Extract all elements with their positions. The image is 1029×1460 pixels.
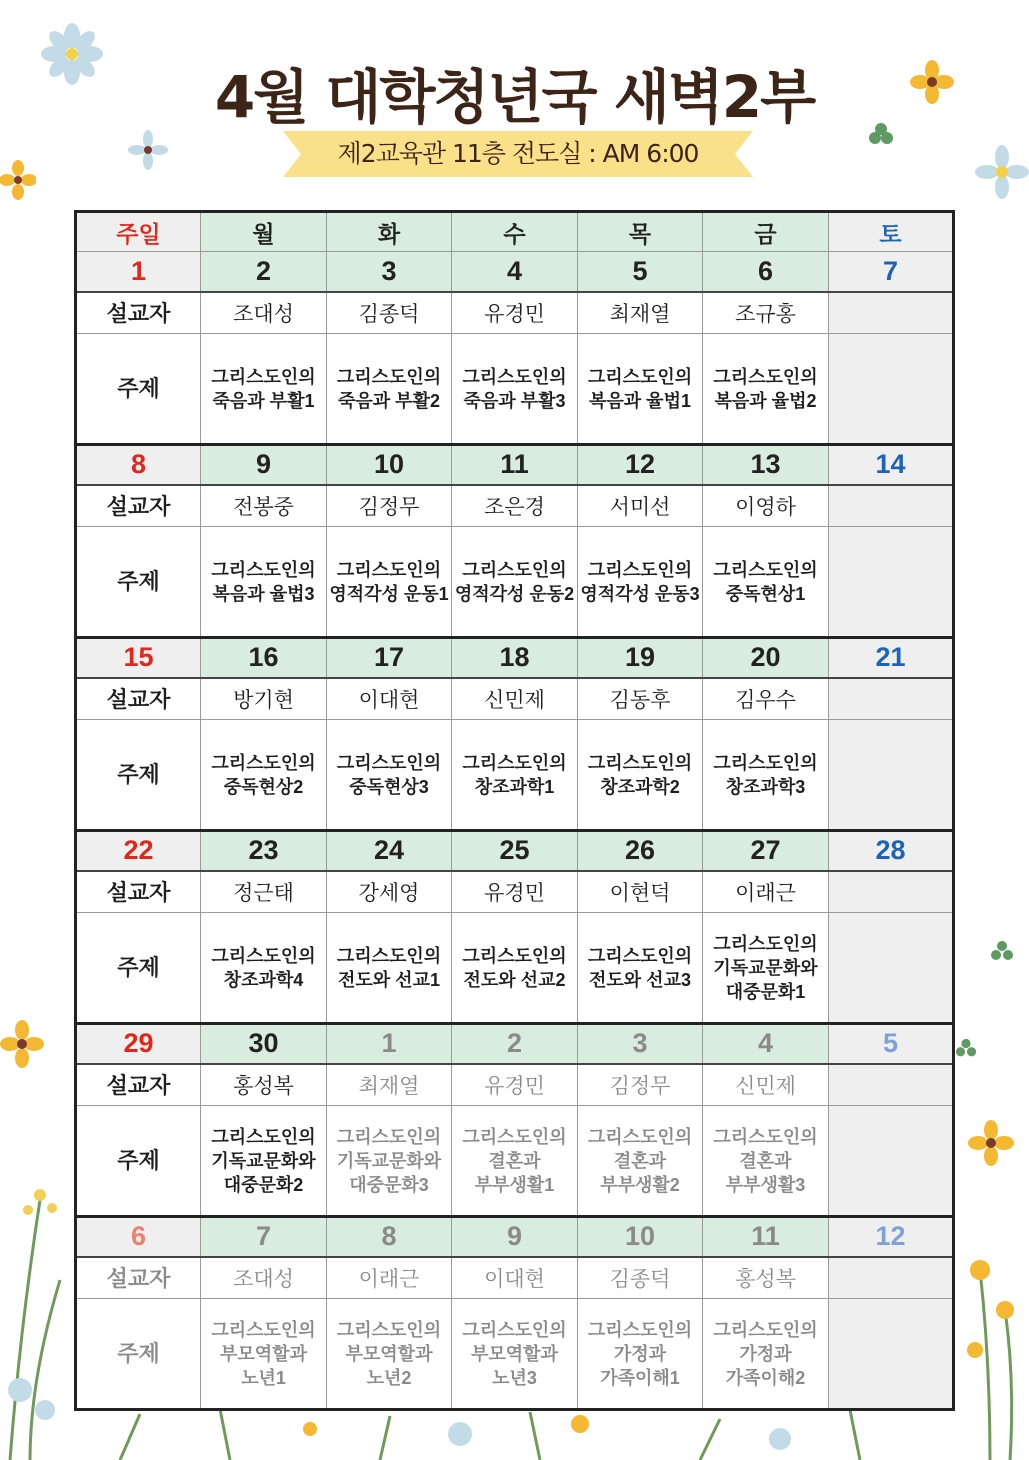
topic-label: 주제 (76, 913, 201, 1024)
date-cell: 4 (452, 252, 578, 292)
topic-line: 노년1 (241, 1367, 286, 1388)
speaker-label: 설교자 (76, 871, 201, 913)
flower-decoration-icon (0, 160, 36, 200)
speaker-name: 김정무 (578, 1064, 703, 1106)
date-cell: 26 (578, 831, 703, 871)
topic-line: 중독현상1 (725, 583, 806, 604)
topic-line: 전도와 선교2 (463, 969, 566, 990)
date-row (76, 1024, 954, 1064)
date-cell: 17 (327, 638, 452, 678)
topic-line: 그리스도인의 (587, 559, 693, 580)
date-cell: 16 (201, 638, 327, 678)
topic-row (76, 720, 954, 831)
topic-line: 그리스도인의 (587, 366, 693, 387)
topic-line: 그리스도인의 (587, 1126, 693, 1147)
topic-line: 노년3 (492, 1367, 537, 1388)
meadow-decoration-icon (0, 1080, 80, 1460)
topic-cell (452, 527, 578, 638)
topic-cell (578, 1299, 703, 1410)
meadow-decoration-icon (80, 1404, 950, 1460)
topic-cell (703, 334, 829, 445)
topic-line: 그리스도인의 (462, 559, 567, 580)
date-cell: 24 (327, 831, 452, 871)
topic-line: 부모역할과 (220, 1343, 307, 1364)
topic-line: 결혼과 (488, 1150, 541, 1171)
topic-line: 그리스도인의 (462, 945, 567, 966)
day-header-tuesday: 화 (327, 212, 452, 252)
topic-line: 그리스도인의 (462, 1126, 567, 1147)
flower-decoration-icon (968, 1120, 1014, 1166)
date-cell: 27 (703, 831, 829, 871)
date-cell: 15 (76, 638, 201, 678)
day-header-monday: 월 (201, 212, 327, 252)
topic-line: 결혼과 (739, 1150, 792, 1171)
speaker-row (76, 678, 954, 720)
topic-cell (327, 527, 452, 638)
topic-line: 죽음과 부활1 (212, 390, 315, 411)
empty-cell (829, 292, 954, 334)
speaker-name: 이대현 (452, 1257, 578, 1299)
topic-line: 그리스도인의 (336, 752, 442, 773)
topic-label: 주제 (76, 1299, 201, 1410)
topic-line: 그리스도인의 (462, 752, 567, 773)
topic-line: 그리스도인의 (336, 945, 442, 966)
date-cell: 14 (829, 445, 954, 485)
topic-line: 가정과 (613, 1343, 667, 1364)
topic-line: 대중문화1 (725, 981, 806, 1002)
speaker-name: 이영하 (703, 485, 829, 527)
topic-line: 복음과 율법1 (589, 390, 691, 411)
topic-line: 그리스도인의 (713, 933, 818, 954)
speaker-name: 조은경 (452, 485, 578, 527)
date-cell: 1 (327, 1024, 452, 1064)
topic-line: 창조과학1 (474, 776, 555, 797)
topic-line: 영적각성 운동3 (580, 583, 700, 604)
date-row (76, 831, 954, 871)
topic-cell (201, 720, 327, 831)
topic-line: 창조과학2 (600, 776, 680, 797)
date-row (76, 252, 954, 292)
topic-cell (201, 527, 327, 638)
topic-line: 그리스도인의 (336, 1319, 442, 1340)
speaker-name: 최재열 (327, 1064, 452, 1106)
topic-line: 죽음과 부활2 (338, 390, 440, 411)
topic-line: 중독현상2 (223, 776, 304, 797)
speaker-name: 서미선 (578, 485, 703, 527)
date-cell: 29 (76, 1024, 201, 1064)
topic-line: 기독교문화와 (211, 1150, 316, 1171)
date-cell: 8 (76, 445, 201, 485)
topic-line: 그리스도인의 (462, 1319, 567, 1340)
topic-line: 대중문화2 (223, 1174, 304, 1195)
date-cell: 5 (829, 1024, 954, 1064)
empty-cell (829, 1106, 954, 1217)
topic-line: 전도와 선교1 (338, 969, 440, 990)
topic-row (76, 913, 954, 1024)
speaker-label: 설교자 (76, 678, 201, 720)
topic-line: 그리스도인의 (211, 559, 316, 580)
empty-cell (829, 720, 954, 831)
speaker-name: 최재열 (578, 292, 703, 334)
speaker-name: 김종덕 (578, 1257, 703, 1299)
speaker-name: 정근태 (201, 871, 327, 913)
topic-line: 영적각성 운동2 (454, 583, 575, 604)
topic-line: 중독현상3 (349, 776, 429, 797)
date-cell: 6 (703, 252, 829, 292)
topic-line: 부모역할과 (345, 1343, 433, 1364)
topic-line: 결혼과 (613, 1150, 667, 1171)
empty-cell (829, 1064, 954, 1106)
empty-cell (829, 1299, 954, 1410)
topic-cell (452, 1106, 578, 1217)
topic-line: 부부생활1 (474, 1174, 555, 1195)
date-cell: 10 (578, 1217, 703, 1257)
speaker-name: 신민제 (452, 678, 578, 720)
topic-cell (327, 913, 452, 1024)
topic-line: 그리스도인의 (587, 752, 693, 773)
topic-cell (201, 913, 327, 1024)
topic-cell (327, 720, 452, 831)
topic-line: 기독교문화와 (336, 1150, 442, 1171)
topic-line: 가족이해1 (600, 1367, 680, 1388)
topic-cell (703, 913, 829, 1024)
date-cell: 22 (76, 831, 201, 871)
speaker-name: 조규홍 (703, 292, 829, 334)
date-row (76, 1217, 954, 1257)
empty-cell (829, 1257, 954, 1299)
topic-line: 그리스도인의 (211, 1126, 316, 1147)
flower-decoration-icon (975, 145, 1029, 199)
topic-line: 창조과학3 (725, 776, 806, 797)
topic-line: 그리스도인의 (587, 945, 693, 966)
topic-row (76, 334, 954, 445)
topic-cell (578, 527, 703, 638)
topic-line: 가정과 (739, 1343, 792, 1364)
speaker-name: 이래근 (703, 871, 829, 913)
topic-line: 기독교문화와 (713, 957, 818, 978)
date-cell: 13 (703, 445, 829, 485)
speaker-name: 조대성 (201, 1257, 327, 1299)
topic-label: 주제 (76, 1106, 201, 1217)
topic-line: 창조과학4 (223, 969, 304, 990)
day-header-saturday: 토 (829, 212, 954, 252)
date-cell: 9 (452, 1217, 578, 1257)
speaker-row (76, 1257, 954, 1299)
date-cell: 9 (201, 445, 327, 485)
topic-cell (703, 1299, 829, 1410)
topic-cell (578, 334, 703, 445)
date-cell: 3 (327, 252, 452, 292)
date-cell: 6 (76, 1217, 201, 1257)
sermon-schedule-table (74, 210, 955, 1411)
topic-label: 주제 (76, 527, 201, 638)
empty-cell (829, 334, 954, 445)
speaker-name: 강세영 (327, 871, 452, 913)
meadow-decoration-icon (950, 1240, 1029, 1460)
speaker-name: 홍성복 (201, 1064, 327, 1106)
topic-line: 부부생활3 (725, 1174, 806, 1195)
speaker-label: 설교자 (76, 1257, 201, 1299)
weekday-header-row (76, 212, 954, 252)
topic-line: 그리스도인의 (713, 366, 818, 387)
speaker-name: 김우수 (703, 678, 829, 720)
topic-line: 그리스도인의 (713, 752, 818, 773)
date-cell: 1 (76, 252, 201, 292)
topic-line: 그리스도인의 (713, 1319, 818, 1340)
topic-line: 대중문화3 (349, 1174, 429, 1195)
date-cell: 25 (452, 831, 578, 871)
empty-cell (829, 527, 954, 638)
date-cell: 19 (578, 638, 703, 678)
flower-decoration-icon (128, 130, 168, 170)
topic-cell (703, 1106, 829, 1217)
topic-line: 그리스도인의 (211, 752, 316, 773)
speaker-name: 김동후 (578, 678, 703, 720)
topic-row (76, 1299, 954, 1410)
speaker-name: 이래근 (327, 1257, 452, 1299)
speaker-name: 방기현 (201, 678, 327, 720)
location-time-text: 제2교육관 11층 전도실 : AM 6:00 (337, 139, 699, 168)
date-cell: 18 (452, 638, 578, 678)
topic-line: 그리스도인의 (462, 366, 567, 387)
speaker-name: 유경민 (452, 292, 578, 334)
topic-line: 그리스도인의 (211, 1319, 316, 1340)
topic-cell (327, 1299, 452, 1410)
date-cell: 2 (452, 1024, 578, 1064)
topic-cell (201, 1106, 327, 1217)
speaker-name: 전봉중 (201, 485, 327, 527)
date-cell: 12 (578, 445, 703, 485)
date-cell: 7 (829, 252, 954, 292)
speaker-name: 김정무 (327, 485, 452, 527)
topic-line: 그리스도인의 (336, 1126, 442, 1147)
topic-line: 노년2 (366, 1367, 412, 1388)
date-cell: 11 (703, 1217, 829, 1257)
date-cell: 4 (703, 1024, 829, 1064)
date-cell: 7 (201, 1217, 327, 1257)
topic-line: 죽음과 부활3 (463, 390, 566, 411)
day-header-sunday: 주일 (76, 212, 201, 252)
speaker-name: 이현덕 (578, 871, 703, 913)
date-cell: 21 (829, 638, 954, 678)
topic-line: 그리스도인의 (211, 945, 316, 966)
clover-decoration-icon (990, 940, 1014, 964)
day-header-thursday: 목 (578, 212, 703, 252)
topic-line: 그리스도인의 (211, 366, 316, 387)
speaker-row (76, 1064, 954, 1106)
topic-line: 영적각성 운동1 (329, 583, 449, 604)
date-cell: 8 (327, 1217, 452, 1257)
topic-line: 복음과 율법3 (212, 583, 315, 604)
speaker-name: 홍성복 (703, 1257, 829, 1299)
empty-cell (829, 485, 954, 527)
date-cell: 20 (703, 638, 829, 678)
topic-cell (703, 527, 829, 638)
topic-cell (703, 720, 829, 831)
topic-label: 주제 (76, 720, 201, 831)
date-cell: 11 (452, 445, 578, 485)
topic-row (76, 1106, 954, 1217)
topic-cell (452, 1299, 578, 1410)
empty-cell (829, 913, 954, 1024)
topic-cell (578, 1106, 703, 1217)
date-cell: 3 (578, 1024, 703, 1064)
speaker-name: 신민제 (703, 1064, 829, 1106)
date-row (76, 445, 954, 485)
topic-line: 부모역할과 (471, 1343, 558, 1364)
speaker-name: 이대현 (327, 678, 452, 720)
topic-line: 그리스도인의 (336, 559, 442, 580)
date-cell: 5 (578, 252, 703, 292)
date-cell: 28 (829, 831, 954, 871)
speaker-row (76, 485, 954, 527)
topic-line: 전도와 선교3 (589, 969, 691, 990)
topic-row (76, 527, 954, 638)
clover-decoration-icon (955, 1038, 977, 1060)
topic-cell (201, 334, 327, 445)
date-row (76, 638, 954, 678)
speaker-label: 설교자 (76, 1064, 201, 1106)
day-header-wednesday: 수 (452, 212, 578, 252)
topic-label: 주제 (76, 334, 201, 445)
date-cell: 30 (201, 1024, 327, 1064)
day-header-friday: 금 (703, 212, 829, 252)
topic-cell (327, 334, 452, 445)
topic-line: 부부생활2 (600, 1174, 680, 1195)
topic-cell (201, 1299, 327, 1410)
topic-cell (327, 1106, 452, 1217)
topic-line: 그리스도인의 (713, 1126, 818, 1147)
topic-cell (452, 913, 578, 1024)
empty-cell (829, 871, 954, 913)
speaker-name: 유경민 (452, 1064, 578, 1106)
speaker-name: 김종덕 (327, 292, 452, 334)
topic-line: 그리스도인의 (713, 559, 818, 580)
topic-line: 복음과 율법2 (714, 390, 817, 411)
speaker-name: 유경민 (452, 871, 578, 913)
speaker-row (76, 292, 954, 334)
topic-cell (452, 720, 578, 831)
topic-cell (578, 913, 703, 1024)
speaker-row (76, 871, 954, 913)
flower-decoration-icon (0, 1020, 44, 1068)
location-time-banner (283, 131, 753, 177)
date-cell: 10 (327, 445, 452, 485)
speaker-label: 설교자 (76, 292, 201, 334)
topic-cell (578, 720, 703, 831)
topic-line: 가족이해2 (725, 1367, 806, 1388)
topic-line: 그리스도인의 (587, 1319, 693, 1340)
empty-cell (829, 678, 954, 720)
topic-line: 그리스도인의 (336, 366, 442, 387)
date-cell: 2 (201, 252, 327, 292)
topic-cell (452, 334, 578, 445)
speaker-label: 설교자 (76, 485, 201, 527)
date-cell: 23 (201, 831, 327, 871)
speaker-name: 조대성 (201, 292, 327, 334)
page-title: 4월 대학청년국 새벽2부 (214, 63, 815, 131)
date-cell: 12 (829, 1217, 954, 1257)
